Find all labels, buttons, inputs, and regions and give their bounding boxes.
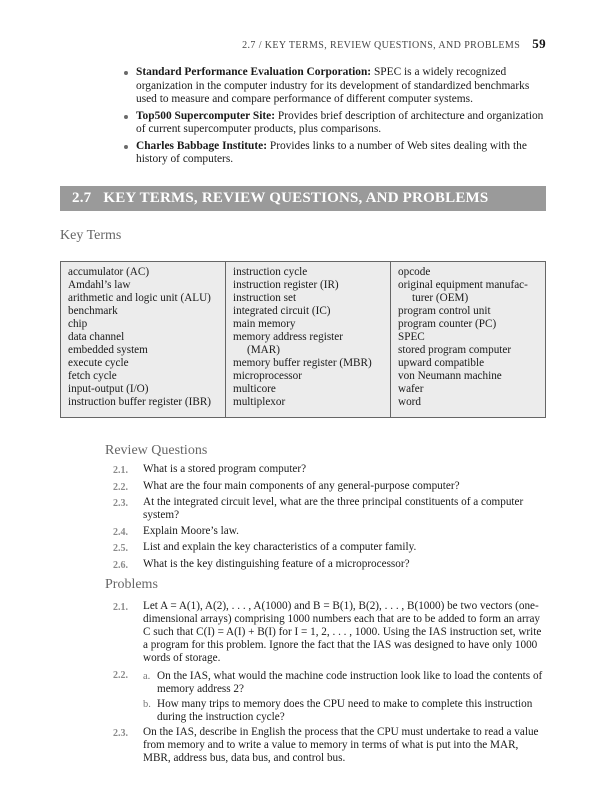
term: turer (OEM) [412,292,469,304]
list-item [105,558,546,572]
term: wafer [398,383,424,395]
question-number: 2.6. [113,559,128,571]
bullet-icon [124,115,128,119]
term: embedded system [68,344,148,356]
problem-part [143,670,546,696]
term: instruction set [233,292,297,304]
list-item [105,496,546,522]
term: word [398,396,421,408]
question-number: 2.5. [113,543,128,554]
question-text: What are the four main components of any general-purpose computer? [143,479,460,492]
running-title: 2.7 / KEY TERMS, REVIEW QUESTIONS, AND PROBLEMS [242,40,521,51]
question-number: 2.1. [113,465,128,476]
term: original equipment manufac- [398,279,528,291]
term: integrated circuit (IC) [233,305,331,317]
problem-number: 2.2. [113,669,128,681]
term: memory buffer register (MBR) [233,357,372,369]
key-terms-column-1 [61,262,226,417]
bullet-icon [124,71,128,75]
problem-text: On the IAS, describe in English the process that the CPU must undertake to read a value from memory and to write a value to memory in terms of what is put into the MAR, MBR, address bus, data bus, and control bus. [143,726,539,764]
term: Amdahl’s law [68,279,131,291]
question-text: List and explain the key characteristics of a computer family. [143,541,417,553]
key-terms-column-2 [226,262,391,417]
bullet-item [124,66,546,107]
list-item [105,463,546,477]
term: input-output (I/O) [68,383,149,395]
term: accumulator (AC) [68,266,150,278]
list-item [105,480,546,494]
question-text: What is a stored program computer? [143,463,307,475]
list-item [105,668,546,724]
part-text: How many trips to memory does the CPU need to make to complete this instruction during the instruction cycle? [157,697,533,723]
term: arithmetic and logic unit (ALU) [68,292,211,304]
bullet-icon [124,145,128,149]
problem-part [143,698,546,724]
section-number: 2.7 [72,190,92,206]
problem-parts [143,668,546,724]
term: upward compatible [398,357,485,369]
problem-number: 2.1. [113,602,128,613]
resource-bullet-list [124,66,546,170]
bullet-text: Provides brief description of architecture and organization of current supercomputer products, plus comparisons. [136,109,544,135]
key-terms-heading: Key Terms [60,228,122,243]
bullet-title: Charles Babbage Institute: [136,139,267,152]
question-text: Explain Moore’s law. [143,524,239,537]
problems-heading: Problems [105,577,158,592]
list-item [105,541,546,555]
term: memory address register [233,331,343,343]
bullet-text: Provides links to a number of Web sites dealing with the history of computers. [136,139,527,165]
part-label: b. [143,698,151,710]
section-heading [60,186,546,211]
list-item [105,525,546,539]
bullet-title: Top500 Supercomputer Site: [136,109,276,122]
term: multiplexor [233,396,286,408]
term: microprocessor [233,370,302,382]
term: fetch cycle [68,370,117,382]
part-label: a. [143,670,151,682]
term: stored program computer [398,344,512,356]
review-question-list [105,463,546,574]
question-text: At the integrated circuit level, what are the three principal constituents of a computer system? [143,496,524,521]
review-questions-heading: Review Questions [105,443,208,458]
term: SPEC [398,331,425,343]
section-title: KEY TERMS, REVIEW QUESTIONS, AND PROBLEMS [103,190,489,206]
term: program control unit [398,305,491,317]
part-text: On the IAS, what would the machine code instruction look like to load the contents of memory address 2? [157,669,543,695]
bullet-title: Standard Performance Evaluation Corporation: [136,66,372,78]
term: program counter (PC) [398,318,497,330]
key-terms-table [60,261,546,418]
bullet-text: SPEC is a widely recognized organization in the computer industry for its development of standardized benchmarks used to measure and compare performance of different computer systems. [136,66,530,105]
problem-text: Let A = A(1), A(2), . . . , A(1000) and B = B(1), B(2), . . . , B(1000) be two vectors (one-dimensional arrays) comprising 1000 numbers each that are to be added to form an array C such that C(I) = A(I) + B(I) for I = 1, 2, . . . , 1000. Using the IAS instruction set, write a program for this problem. Ignore the fact that the IAS was designed to have only 1000 words of storage. [143,600,542,664]
question-number: 2.2. [113,481,128,493]
question-text: What is the key distinguishing feature of a microprocessor? [143,557,410,570]
term: multicore [233,383,276,395]
term: opcode [398,266,431,278]
page-number: 59 [532,36,546,51]
term: instruction register (IR) [233,279,339,291]
question-number: 2.3. [113,498,128,509]
term: main memory [233,318,296,330]
running-head [242,36,546,52]
key-terms-column-3 [391,262,545,417]
term: data channel [68,331,125,343]
list-item [105,600,546,665]
term: instruction buffer register (IBR) [68,396,212,408]
problem-number: 2.3. [113,728,128,739]
term: (MAR) [247,344,280,356]
term: chip [68,318,88,330]
term: benchmark [68,305,118,317]
term: execute cycle [68,357,129,369]
list-item [105,726,546,765]
term: von Neumann machine [398,370,502,382]
problem-list [105,600,546,768]
question-number: 2.4. [113,526,128,538]
bullet-item [124,140,546,167]
term: instruction cycle [233,266,308,278]
bullet-item [124,110,546,137]
